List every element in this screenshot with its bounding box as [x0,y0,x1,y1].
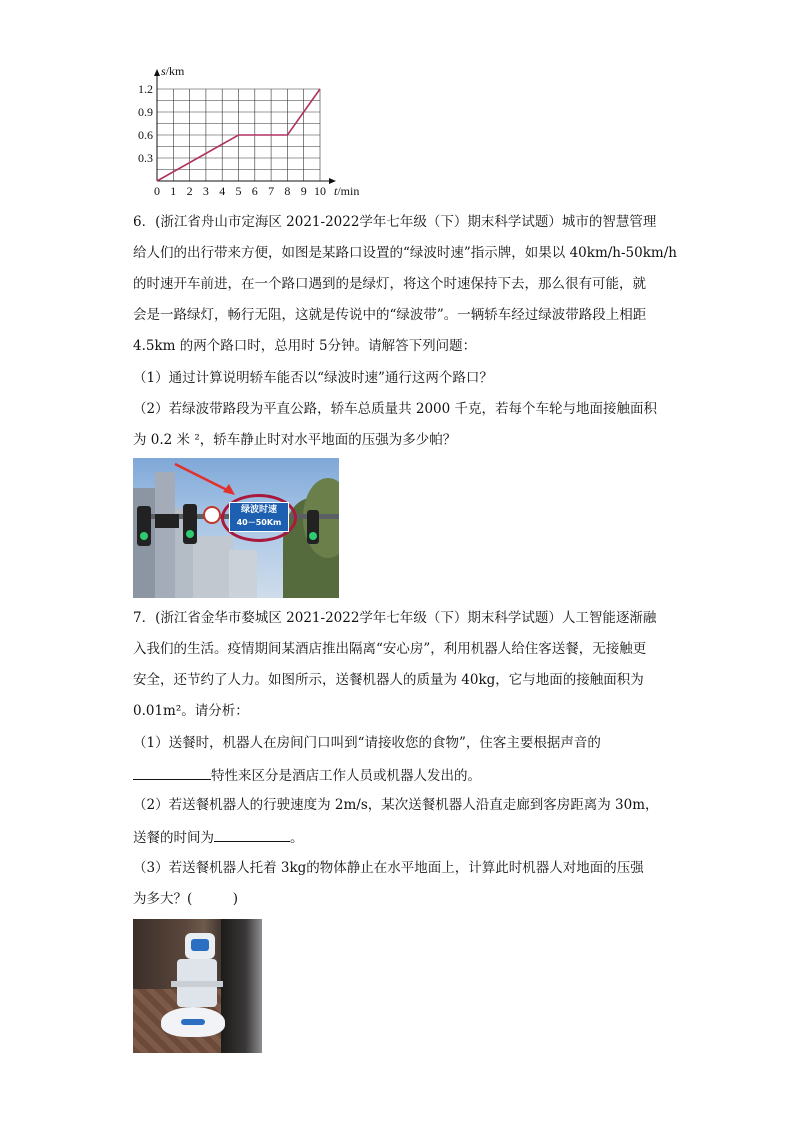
distance-time-chart [130,60,380,205]
robot-tray [171,981,223,987]
y-tick-label: 0.6 [138,128,153,142]
q6-line-4: 会是一路绿灯，畅行无阻，这就是传说中的“绿波带”。一辆轿车经过绿波带路段上相距 [133,307,647,323]
q6-sub-2-cont: 为 0.2 米 ²，轿车静止时对水平地面的压强为多少帕？ [133,432,457,448]
robot-base [161,1007,225,1037]
q6-line-3: 的时速开车前进，在一个路口遇到的是绿灯，将这个时速保持下去，那么很有可能，就 [133,276,646,292]
x-axis-label: t/min [334,184,360,198]
building [155,472,175,598]
x-tick-label: 7 [268,184,275,198]
robot-head [185,933,215,959]
q7-line-1: 7．(浙江省金华市婺城区 2021-2022学年七年级（下）期末科学试题）人工智能逐渐融 [133,610,657,626]
q7-sub-2-cont [133,828,304,846]
answer-blank-2[interactable] [214,828,290,842]
building [229,550,257,598]
x-tick-label: 10 [314,184,326,198]
q7-sub-2-prefix: 送餐的时间为 [133,830,214,846]
q7-sub-3-cont: 为多大？( ) [133,891,239,907]
x-tick-label: 5 [235,184,242,198]
traffic-light [183,504,197,544]
building [193,536,233,598]
red-arrow-annotation [173,462,243,502]
q7-sub-2: （2）若送餐机器人的行驶速度为 2m/s，某次送餐机器人沿直走廊到客房距离为 30m， [133,797,659,813]
x-tick-label: 2 [186,184,193,198]
traffic-sign-photo [133,458,339,598]
no-u-turn-sign [203,506,221,524]
q7-line-2: 入我们的生活。疫情期间某酒店推出隔离“安心房”，利用机器人给住客送餐，无接触更 [133,641,647,657]
x-tick-label: 1 [170,184,177,198]
sign-speed: 40－50Km [236,518,282,527]
delivery-robot-photo [133,919,262,1053]
q6-line-2: 给人们的出行带来方便，如图是某路口设置的“绿波时速”指示牌，如果以 40km/h-50km/h [133,245,677,261]
q6-line-5: 4.5km 的两个路口时，总用时 5分钟。请解答下列问题： [133,338,477,354]
y-axis-label: s/km [161,64,185,78]
q6-line-1: 6．(浙江省舟山市定海区 2021-2022学年七年级（下）期末科学试题）城市的智慧管理 [133,214,657,230]
q7-sub-1-cont [133,766,481,784]
x-tick-label: 8 [284,184,291,198]
q7-sub-1-suffix: 特性来区分是酒店工作人员或机器人发出的。 [211,768,481,784]
q7-line-4: 0.01m²。请分析： [133,703,249,719]
x-tick-label: 4 [219,184,226,198]
answer-blank-1[interactable] [133,766,211,780]
q7-line-3: 安全，还节约了人力。如图所示，送餐机器人的质量为 40kg，它与地面的接触面积为 [133,672,644,688]
x-tick-label: 3 [202,184,209,198]
x-tick-label: 9 [300,184,307,198]
q6-sub-2: （2）若绿波带路段为平直公路，轿车总质量共 2000 千克，若每个车轮与地面接触面积 [133,401,658,417]
y-tick-label: 1.2 [138,82,153,96]
y-tick-label: 0.9 [138,105,153,119]
traffic-light [137,506,151,546]
sign-title: 绿波时速 [240,505,277,515]
q7-sub-1: （1）送餐时，机器人在房间门口叫到“请接收您的食物”，住客主要根据声音的 [133,735,601,751]
green-wave-sign [229,502,289,532]
traffic-light [307,510,319,544]
x-tick-label: 0 [154,184,160,198]
q7-sub-2-suffix: 。 [290,830,304,846]
wall [221,919,262,1053]
y-axis-arrow [154,69,160,76]
x-tick-label: 6 [251,184,258,198]
q7-sub-3: （3）若送餐机器人托着 3kg的物体静止在水平地面上，计算此时机器人对地面的压强 [133,860,644,876]
q6-sub-1: （1）通过计算说明轿车能否以“绿波时速”通行这两个路口？ [133,370,493,386]
countdown-display [155,514,179,528]
y-tick-label: 0.3 [138,151,153,165]
